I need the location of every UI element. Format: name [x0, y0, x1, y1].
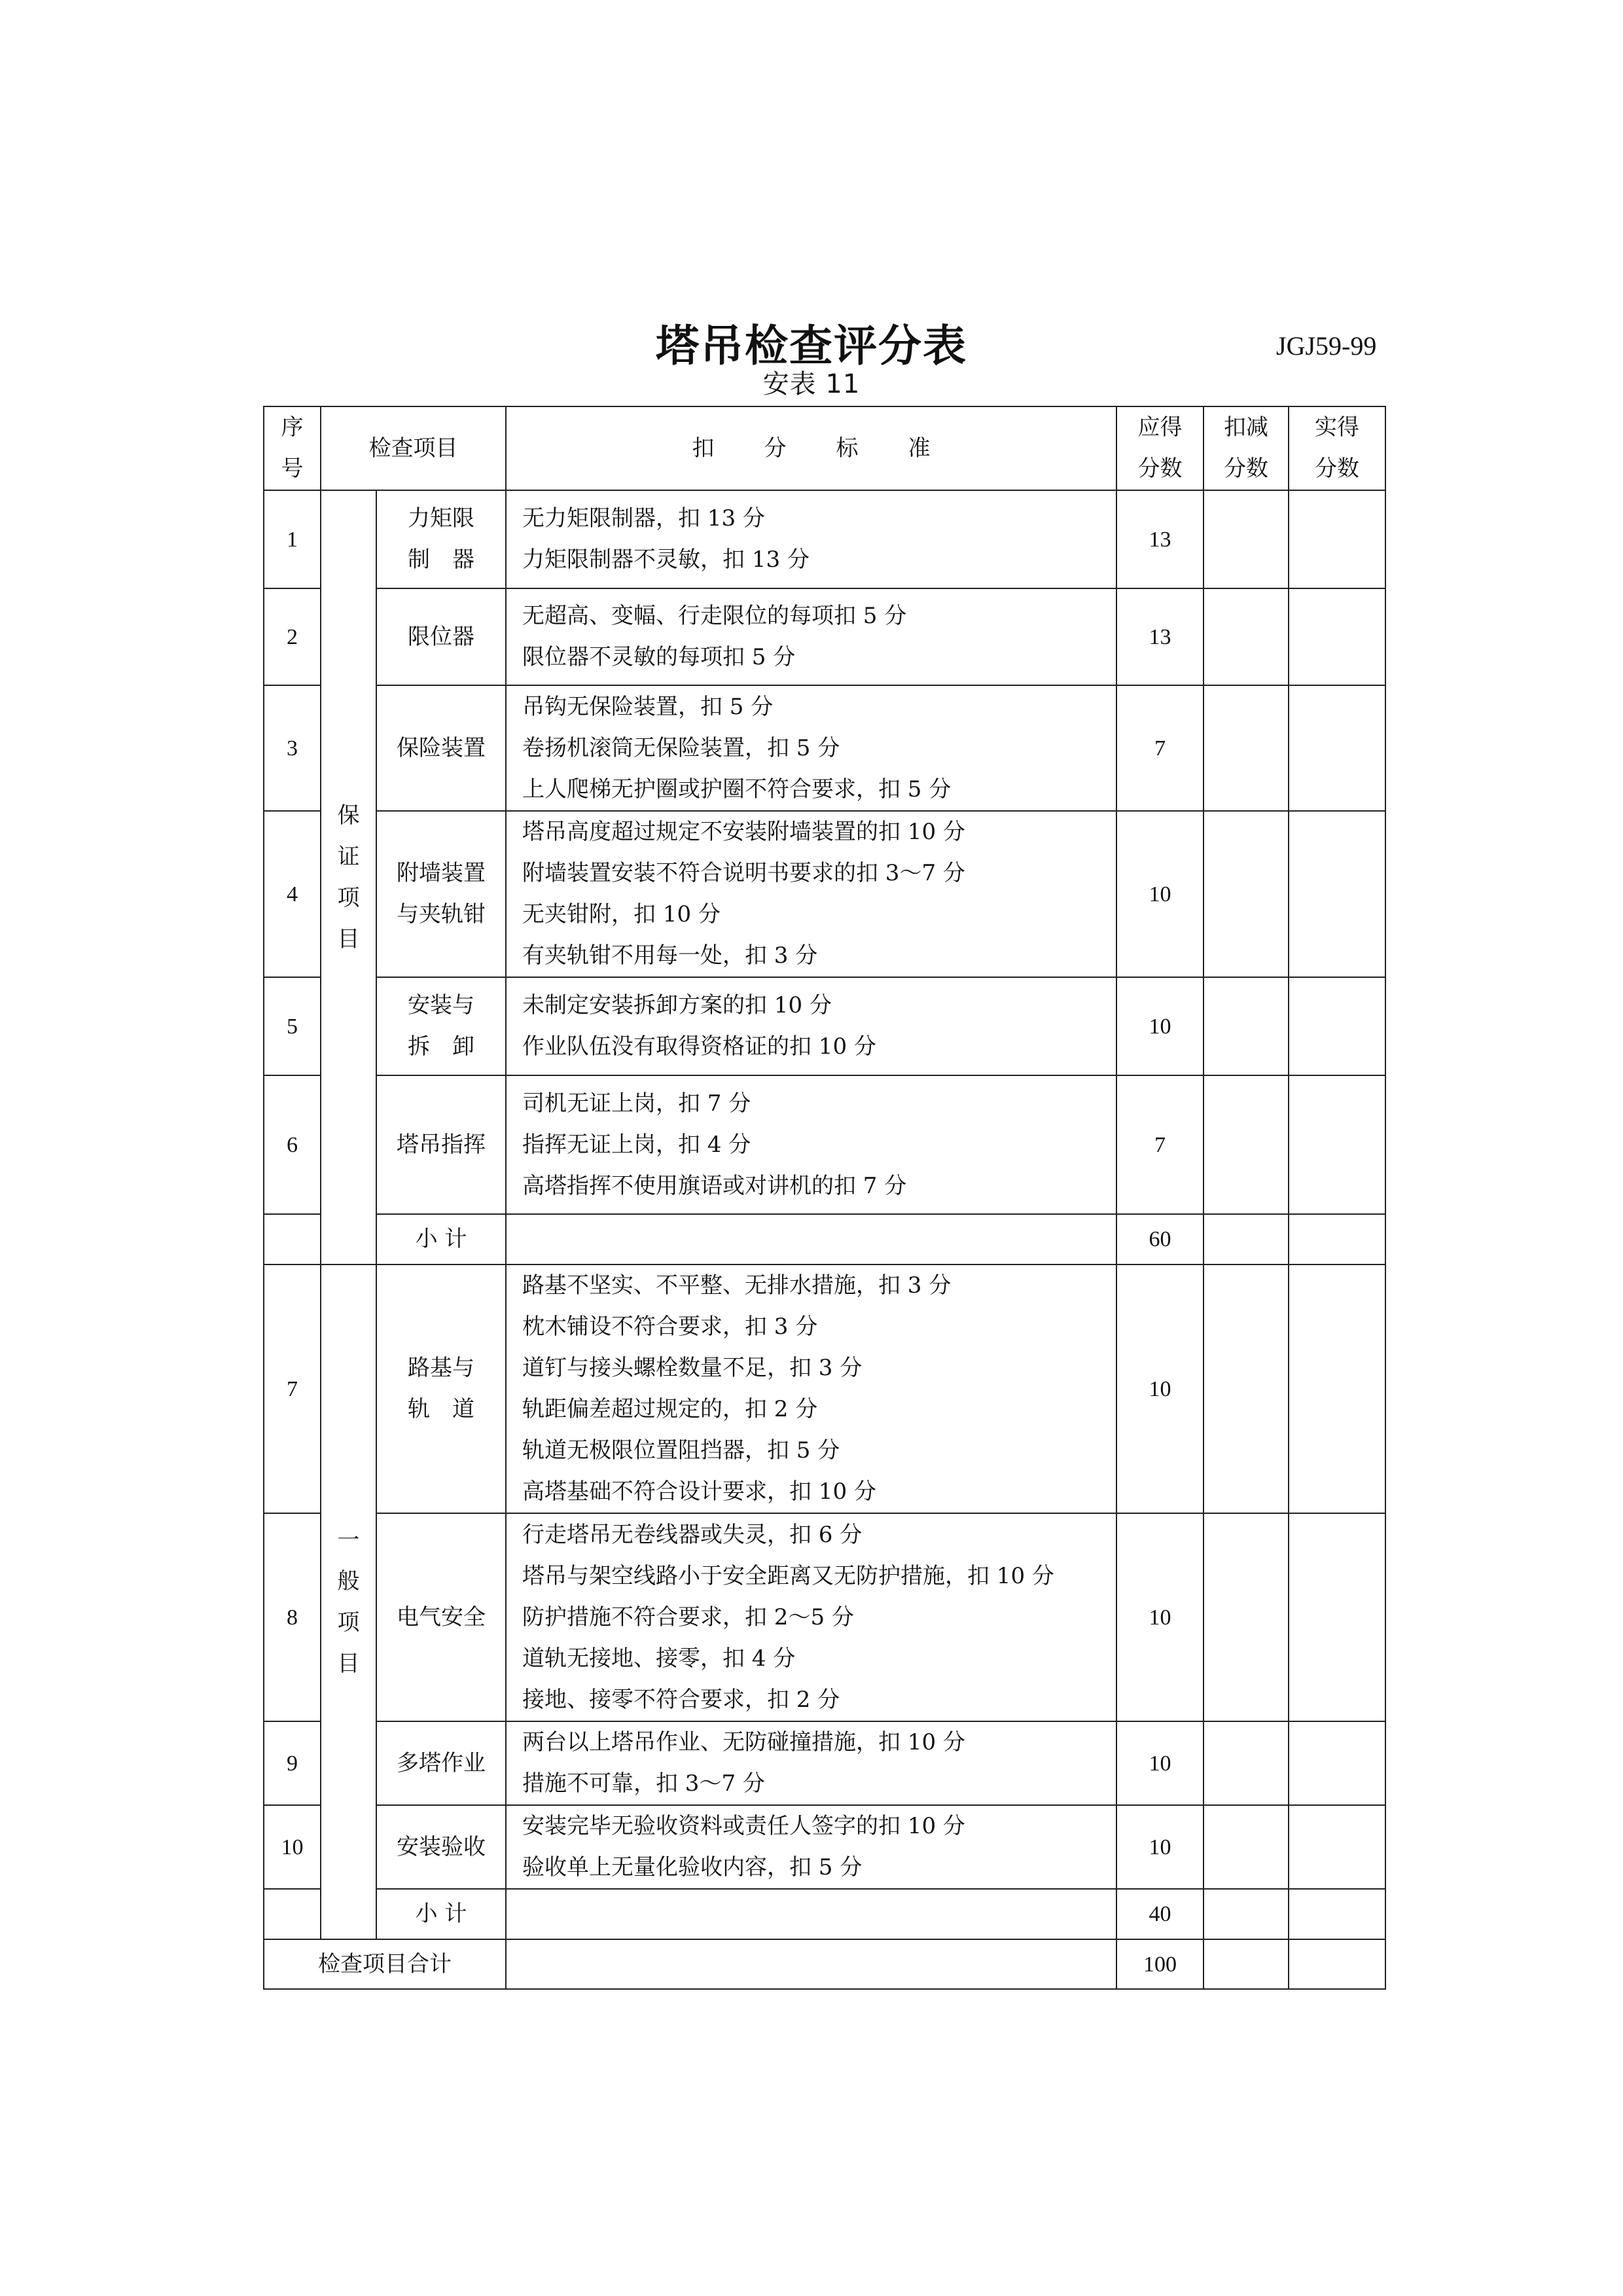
deduction-standard: 司机无证上岗，扣 7 分 指挥无证上岗，扣 4 分 高塔指挥不使用旗语或对讲机的扣 7 分 [506, 1075, 1116, 1214]
group-guarantee: 保 证 项 目 [321, 490, 376, 1265]
table-row [264, 1513, 1385, 1721]
item-name: 附墙装置 与夹轨钳 [376, 811, 506, 977]
should-score: 10 [1116, 977, 1204, 1075]
row-number: 4 [264, 811, 321, 977]
deduct-score-cell[interactable] [1204, 1805, 1289, 1889]
should-score: 7 [1116, 685, 1204, 811]
actual-score-cell[interactable] [1289, 1805, 1385, 1889]
deduction-standard: 行走塔吊无卷线器或失灵，扣 6 分 塔吊与架空线路小于安全距离又无防护措施，扣 10 分 防护措施不符合要求，扣 2～5 分 道轨无接地、接零，扣 4 分 接地、接零不符合要求，扣 2 分 [506, 1513, 1116, 1721]
deduction-standard: 未制定安装拆卸方案的扣 10 分 作业队伍没有取得资格证的扣 10 分 [506, 977, 1116, 1075]
table-row [264, 1265, 1385, 1513]
deduct-score-cell[interactable] [1204, 811, 1289, 977]
actual-score-cell[interactable] [1289, 588, 1385, 685]
actual-score-cell[interactable] [1289, 1214, 1385, 1265]
item-name: 安装验收 [376, 1805, 506, 1889]
deduction-standard: 两台以上塔吊作业、无防碰撞措施，扣 10 分 措施不可靠，扣 3～7 分 [506, 1721, 1116, 1805]
deduction-standard: 吊钩无保险装置，扣 5 分 卷扬机滚筒无保险装置，扣 5 分 上人爬梯无护圈或护圈不符合要求，扣 5 分 [506, 685, 1116, 811]
total-score: 100 [1116, 1939, 1204, 1989]
score-table [263, 406, 1386, 1990]
subtotal-score: 60 [1116, 1214, 1204, 1265]
deduct-score-cell[interactable] [1204, 1075, 1289, 1214]
standard-code: JGJ59-99 [1276, 331, 1377, 361]
subtotal-row [264, 1214, 1385, 1265]
item-name: 路基与 轨 道 [376, 1265, 506, 1513]
deduct-score-cell[interactable] [1204, 685, 1289, 811]
deduction-standard: 无力矩限制器，扣 13 分 力矩限制器不灵敏，扣 13 分 [506, 490, 1116, 588]
item-name: 限位器 [376, 588, 506, 685]
row-number: 7 [264, 1265, 321, 1513]
deduct-score-cell[interactable] [1204, 1265, 1289, 1513]
deduction-standard: 路基不坚实、不平整、无排水措施，扣 3 分 枕木铺设不符合要求，扣 3 分 道钉与接头螺栓数量不足，扣 3 分 轨距偏差超过规定的，扣 2 分 轨道无极限位置阻挡器，扣 5 分 高塔基础不符合设计要求，扣 10 分 [506, 1265, 1116, 1513]
table-row [264, 1721, 1385, 1805]
deduction-standard [506, 1939, 1116, 1989]
table-row [264, 685, 1385, 811]
deduct-score-cell[interactable] [1204, 1513, 1289, 1721]
deduct-score-cell[interactable] [1204, 588, 1289, 685]
subtotal-label: 小 计 [376, 1889, 506, 1939]
should-score: 10 [1116, 1265, 1204, 1513]
actual-score-cell[interactable] [1289, 811, 1385, 977]
table-row [264, 811, 1385, 977]
actual-score-cell[interactable] [1289, 977, 1385, 1075]
header-item: 检查项目 [321, 406, 506, 490]
deduct-score-cell[interactable] [1204, 1214, 1289, 1265]
should-score: 10 [1116, 1805, 1204, 1889]
table-row [264, 588, 1385, 685]
actual-score-cell[interactable] [1289, 1721, 1385, 1805]
item-name: 保险装置 [376, 685, 506, 811]
should-score: 10 [1116, 1513, 1204, 1721]
deduction-standard: 塔吊高度超过规定不安装附墙装置的扣 10 分 附墙装置安装不符合说明书要求的扣 3～7 分 无夹钳附，扣 10 分 有夹轨钳不用每一处，扣 3 分 [506, 811, 1116, 977]
subtotal-label: 小 计 [376, 1214, 506, 1265]
deduct-score-cell[interactable] [1204, 1889, 1289, 1939]
should-score: 7 [1116, 1075, 1204, 1214]
subtotal-row [264, 1889, 1385, 1939]
row-number: 9 [264, 1721, 321, 1805]
total-label: 检查项目合计 [264, 1939, 506, 1989]
header-row [264, 406, 1385, 490]
table-row [264, 977, 1385, 1075]
should-score: 13 [1116, 588, 1204, 685]
header-standard: 扣 分 标 准 [506, 406, 1116, 490]
item-name: 安装与 拆 卸 [376, 977, 506, 1075]
header-should-score: 应得 分数 [1116, 406, 1204, 490]
row-number: 8 [264, 1513, 321, 1721]
should-score: 10 [1116, 1721, 1204, 1805]
deduct-score-cell[interactable] [1204, 1721, 1289, 1805]
row-number [264, 1214, 321, 1265]
row-number: 2 [264, 588, 321, 685]
actual-score-cell[interactable] [1289, 1265, 1385, 1513]
row-number: 5 [264, 977, 321, 1075]
actual-score-cell[interactable] [1289, 1889, 1385, 1939]
actual-score-cell[interactable] [1289, 1513, 1385, 1721]
row-number: 3 [264, 685, 321, 811]
should-score: 10 [1116, 811, 1204, 977]
actual-score-cell[interactable] [1289, 1939, 1385, 1989]
actual-score-cell[interactable] [1289, 1075, 1385, 1214]
table-row [264, 490, 1385, 588]
header-actual-score: 实得 分数 [1289, 406, 1385, 490]
deduct-score-cell[interactable] [1204, 490, 1289, 588]
table-row [264, 1805, 1385, 1889]
row-number: 6 [264, 1075, 321, 1214]
item-name: 塔吊指挥 [376, 1075, 506, 1214]
deduct-score-cell[interactable] [1204, 977, 1289, 1075]
row-number: 1 [264, 490, 321, 588]
subtotal-score: 40 [1116, 1889, 1204, 1939]
deduction-standard [506, 1889, 1116, 1939]
row-number [264, 1889, 321, 1939]
total-row [264, 1939, 1385, 1989]
form-number: 安表 11 [762, 369, 861, 399]
deduction-standard: 安装完毕无验收资料或责任人签字的扣 10 分 验收单上无量化验收内容，扣 5 分 [506, 1805, 1116, 1889]
actual-score-cell[interactable] [1289, 490, 1385, 588]
deduction-standard [506, 1214, 1116, 1265]
actual-score-cell[interactable] [1289, 685, 1385, 811]
item-name: 多塔作业 [376, 1721, 506, 1805]
should-score: 13 [1116, 490, 1204, 588]
deduction-standard: 无超高、变幅、行走限位的每项扣 5 分 限位器不灵敏的每项扣 5 分 [506, 588, 1116, 685]
deduct-score-cell[interactable] [1204, 1939, 1289, 1989]
row-number: 10 [264, 1805, 321, 1889]
group-general: 一 般 项 目 [321, 1265, 376, 1939]
header-deduct-score: 扣减 分数 [1204, 406, 1289, 490]
item-name: 力矩限 制 器 [376, 490, 506, 588]
item-name: 电气安全 [376, 1513, 506, 1721]
header-seq: 序 号 [264, 406, 321, 490]
table-row [264, 1075, 1385, 1214]
document-title: 塔吊检查评分表 [656, 320, 967, 371]
